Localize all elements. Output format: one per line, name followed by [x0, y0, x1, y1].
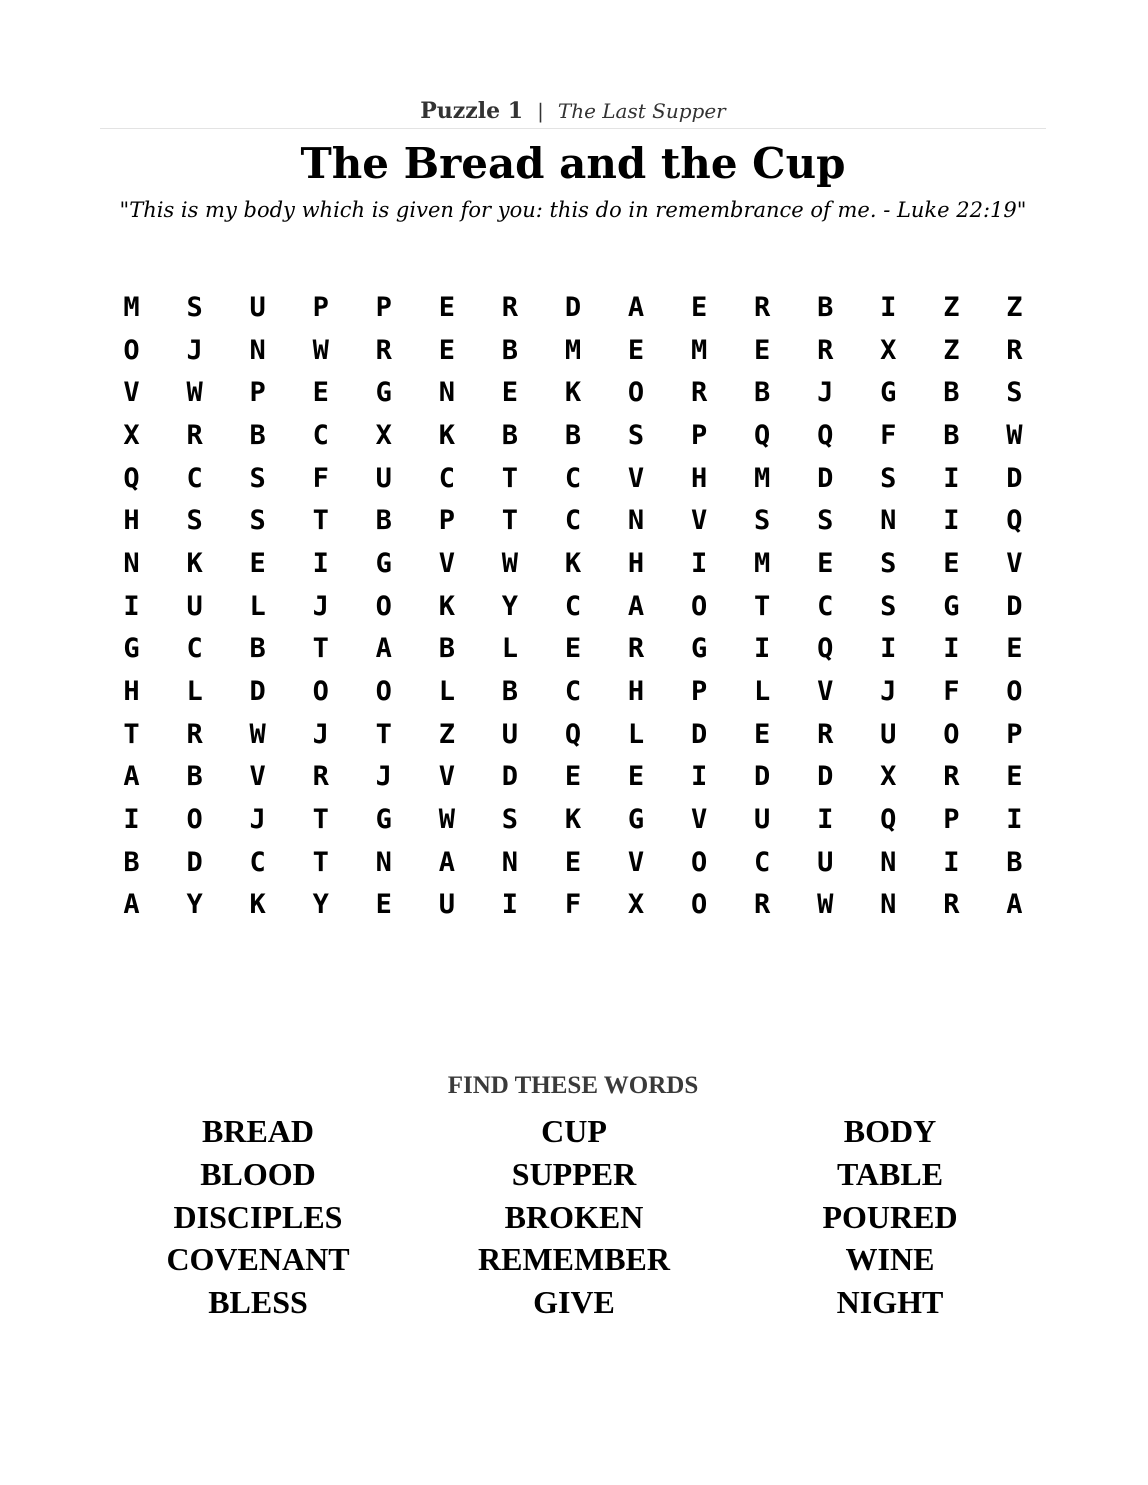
grid-letter: E: [564, 846, 582, 878]
grid-letter: A: [123, 761, 140, 793]
grid-letter: D: [817, 462, 834, 494]
grid-letter: S: [754, 505, 771, 537]
grid-letter: Q: [817, 419, 834, 451]
grid-letter: P: [1006, 718, 1023, 750]
grid-letter: I: [880, 633, 897, 665]
grid-letter: K: [438, 419, 455, 451]
grid-letter: X: [123, 419, 140, 451]
word-list-item: POURED: [822, 1198, 958, 1235]
grid-letter: G: [627, 804, 645, 836]
grid-letter: K: [564, 377, 582, 409]
grid-letter: U: [817, 846, 834, 878]
grid-letter: Z: [1006, 291, 1023, 323]
grid-letter: B: [501, 419, 519, 451]
grid-letter: P: [438, 505, 455, 537]
grid-letter: M: [754, 462, 771, 494]
grid-letter: O: [186, 804, 203, 836]
grid-row: [100, 286, 1046, 329]
puzzle-number: Puzzle 1: [420, 98, 524, 124]
grid-letter: L: [501, 633, 519, 665]
grid-letter: E: [438, 334, 455, 366]
grid-letter: K: [249, 889, 266, 921]
grid-letter: L: [249, 590, 266, 622]
grid-letter: F: [312, 462, 329, 494]
grid-letter: P: [943, 804, 960, 836]
grid-letter: G: [375, 547, 392, 579]
grid-letter: A: [627, 590, 645, 622]
grid-letter: E: [375, 889, 392, 921]
grid-letter: R: [690, 377, 708, 409]
grid-letter: O: [627, 377, 645, 409]
grid-letter: H: [123, 505, 140, 537]
grid-letter: Y: [312, 889, 329, 921]
grid-letter: R: [312, 761, 329, 793]
grid-letter: V: [817, 676, 834, 708]
grid-letter: Y: [186, 889, 203, 921]
grid-letter: F: [880, 419, 897, 451]
grid-letter: L: [186, 676, 203, 708]
page-title: The Bread and the Cup: [300, 139, 846, 188]
grid-letter: V: [627, 462, 645, 494]
grid-letter: U: [438, 889, 455, 921]
puzzle-header: [100, 98, 1046, 124]
grid-letter: I: [690, 761, 708, 793]
grid-letter: G: [880, 377, 897, 409]
grid-letter: J: [186, 334, 203, 366]
grid-letter: R: [375, 334, 392, 366]
grid-letter: U: [754, 804, 771, 836]
grid-letter: D: [249, 676, 266, 708]
grid-letter: I: [943, 846, 960, 878]
grid-row: [100, 628, 1046, 671]
word-list-item: GIVE: [533, 1284, 615, 1321]
grid-letter: I: [501, 889, 519, 921]
grid-letter: Q: [817, 633, 834, 665]
grid-letter: X: [627, 889, 645, 921]
grid-row: [100, 329, 1046, 372]
grid-letter: A: [1006, 889, 1023, 921]
grid-letter: V: [123, 377, 140, 409]
grid-letter: L: [754, 676, 771, 708]
grid-letter: A: [627, 291, 645, 323]
grid-letter: A: [123, 889, 140, 921]
grid-letter: G: [123, 633, 140, 665]
grid-letter: W: [438, 804, 455, 836]
grid-letter: I: [943, 505, 960, 537]
grid-letter: T: [312, 846, 329, 878]
grid-letter: N: [501, 846, 519, 878]
grid-letter: T: [312, 505, 329, 537]
grid-letter: V: [690, 505, 708, 537]
grid-letter: E: [438, 291, 455, 323]
find-words-heading: FIND THESE WORDS: [447, 1072, 699, 1099]
grid-letter: I: [754, 633, 771, 665]
grid-letter: V: [438, 761, 455, 793]
grid-letter: P: [375, 291, 392, 323]
grid-letter: T: [123, 718, 140, 750]
grid-letter: S: [501, 804, 519, 836]
grid-letter: B: [817, 291, 834, 323]
grid-letter: R: [186, 718, 203, 750]
grid-letter: E: [1006, 761, 1023, 793]
grid-letter: O: [943, 718, 960, 750]
grid-letter: E: [754, 334, 771, 366]
grid-letter: R: [1006, 334, 1023, 366]
grid-letter: C: [564, 590, 582, 622]
grid-letter: D: [1006, 590, 1023, 622]
grid-letter: N: [627, 505, 645, 537]
grid-letter: K: [438, 590, 455, 622]
grid-letter: C: [186, 633, 203, 665]
grid-letter: R: [817, 718, 834, 750]
grid-letter: D: [501, 761, 519, 793]
grid-letter: P: [690, 676, 708, 708]
grid-letter: C: [564, 676, 582, 708]
grid-letter: C: [564, 505, 582, 537]
grid-letter: S: [1006, 377, 1023, 409]
grid-letter: T: [375, 718, 392, 750]
grid-letter: U: [501, 718, 519, 750]
grid-letter: B: [186, 761, 203, 793]
grid-row: [100, 713, 1046, 756]
grid-letter: I: [690, 547, 708, 579]
grid-letter: M: [690, 334, 708, 366]
grid-row: [100, 499, 1046, 542]
grid-letter: U: [375, 462, 392, 494]
grid-row: [100, 841, 1046, 884]
grid-letter: K: [564, 547, 582, 579]
word-list-item: REMEMBER: [478, 1241, 670, 1278]
grid-letter: O: [312, 676, 329, 708]
grid-letter: S: [249, 505, 266, 537]
grid-letter: V: [1006, 547, 1023, 579]
grid-letter: Q: [754, 419, 771, 451]
grid-letter: J: [817, 377, 834, 409]
grid-letter: U: [186, 590, 203, 622]
grid-letter: O: [375, 590, 392, 622]
grid-letter: L: [438, 676, 455, 708]
word-list-item: COVENANT: [166, 1241, 350, 1278]
grid-letter: C: [817, 590, 834, 622]
grid-letter: K: [564, 804, 582, 836]
grid-letter: X: [375, 419, 392, 451]
scripture-quote: "This is my body which is given for you: this do in remembrance of me. - Luke 22:19": [119, 198, 1027, 222]
grid-letter: R: [754, 889, 771, 921]
grid-letter: H: [627, 676, 645, 708]
grid-row: [100, 585, 1046, 628]
grid-letter: R: [943, 889, 960, 921]
grid-letter: S: [880, 547, 897, 579]
grid-letter: I: [880, 291, 897, 323]
grid-letter: Z: [943, 291, 960, 323]
grid-letter: B: [564, 419, 582, 451]
letter-grid: [100, 286, 1046, 926]
grid-letter: O: [690, 590, 708, 622]
grid-letter: I: [943, 633, 960, 665]
grid-letter: F: [943, 676, 960, 708]
grid-letter: E: [627, 334, 645, 366]
grid-letter: W: [312, 334, 329, 366]
grid-letter: E: [564, 761, 582, 793]
grid-letter: X: [880, 334, 897, 366]
grid-letter: E: [564, 633, 582, 665]
grid-row: [100, 670, 1046, 713]
grid-letter: S: [627, 419, 645, 451]
grid-letter: C: [312, 419, 329, 451]
grid-letter: C: [754, 846, 771, 878]
grid-letter: A: [375, 633, 392, 665]
grid-letter: U: [880, 718, 897, 750]
grid-letter: D: [817, 761, 834, 793]
grid-letter: B: [501, 334, 519, 366]
grid-letter: B: [375, 505, 392, 537]
grid-letter: G: [943, 590, 960, 622]
grid-letter: X: [880, 761, 897, 793]
grid-letter: E: [1006, 633, 1023, 665]
grid-letter: W: [817, 889, 834, 921]
grid-letter: B: [943, 377, 960, 409]
grid-letter: I: [123, 804, 140, 836]
grid-letter: Q: [880, 804, 897, 836]
grid-letter: E: [754, 718, 771, 750]
grid-letter: C: [564, 462, 582, 494]
grid-letter: Q: [123, 462, 140, 494]
word-list-item: BREAD: [201, 1113, 314, 1149]
word-list-item: TABLE: [836, 1155, 944, 1192]
grid-letter: I: [312, 547, 329, 579]
word-list-item: SUPPER: [511, 1155, 637, 1192]
grid-letter: B: [249, 419, 266, 451]
grid-letter: N: [375, 846, 392, 878]
grid-letter: B: [754, 377, 771, 409]
grid-letter: Q: [1006, 505, 1023, 537]
grid-letter: E: [627, 761, 645, 793]
grid-letter: W: [249, 718, 266, 750]
grid-letter: B: [943, 419, 960, 451]
grid-letter: Y: [501, 590, 519, 622]
word-list-item: BLESS: [208, 1284, 308, 1321]
puzzle-subtitle: The Last Supper: [557, 99, 726, 123]
grid-letter: E: [690, 291, 708, 323]
grid-letter: E: [501, 377, 519, 409]
grid-letter: C: [438, 462, 455, 494]
grid-letter: K: [186, 547, 203, 579]
grid-letter: O: [690, 846, 708, 878]
word-list-item: WINE: [845, 1241, 935, 1278]
grid-letter: D: [690, 718, 708, 750]
word-list: [100, 1110, 1046, 1324]
header-separator: |: [537, 99, 544, 123]
grid-letter: D: [186, 846, 203, 878]
grid-letter: A: [438, 846, 455, 878]
word-list-item: BLOOD: [200, 1155, 316, 1192]
grid-letter: J: [249, 804, 266, 836]
grid-letter: R: [754, 291, 771, 323]
grid-letter: B: [249, 633, 266, 665]
grid-letter: J: [312, 590, 329, 622]
grid-letter: Z: [438, 718, 455, 750]
grid-letter: T: [754, 590, 771, 622]
grid-letter: D: [754, 761, 771, 793]
grid-letter: Z: [943, 334, 960, 366]
grid-letter: P: [312, 291, 329, 323]
grid-letter: O: [123, 334, 140, 366]
grid-row: [100, 884, 1046, 927]
grid-letter: G: [375, 804, 392, 836]
grid-letter: B: [501, 676, 519, 708]
grid-letter: C: [249, 846, 266, 878]
grid-letter: H: [690, 462, 708, 494]
grid-letter: O: [690, 889, 708, 921]
grid-letter: T: [501, 505, 519, 537]
grid-letter: W: [501, 547, 519, 579]
grid-letter: I: [817, 804, 834, 836]
word-list-item: NIGHT: [836, 1284, 944, 1321]
grid-letter: N: [123, 547, 140, 579]
grid-letter: U: [249, 291, 266, 323]
grid-letter: G: [375, 377, 392, 409]
grid-letter: H: [123, 676, 140, 708]
grid-letter: T: [501, 462, 519, 494]
word-list-item: CUP: [541, 1113, 607, 1149]
grid-letter: B: [123, 846, 140, 878]
grid-letter: S: [817, 505, 834, 537]
grid-letter: W: [186, 377, 203, 409]
grid-letter: O: [375, 676, 392, 708]
grid-letter: F: [564, 889, 582, 921]
word-list-item: BROKEN: [504, 1198, 644, 1235]
grid-letter: M: [754, 547, 771, 579]
grid-letter: S: [186, 505, 203, 537]
grid-letter: B: [438, 633, 455, 665]
grid-letter: M: [123, 291, 140, 323]
grid-letter: N: [880, 505, 897, 537]
grid-letter: S: [880, 462, 897, 494]
grid-letter: P: [249, 377, 266, 409]
grid-letter: R: [627, 633, 645, 665]
grid-letter: E: [817, 547, 834, 579]
grid-letter: B: [1006, 846, 1023, 878]
word-list-item: DISCIPLES: [173, 1198, 343, 1235]
grid-letter: V: [690, 804, 708, 836]
grid-letter: Q: [564, 718, 582, 750]
grid-letter: N: [249, 334, 266, 366]
grid-letter: D: [1006, 462, 1023, 494]
grid-letter: C: [186, 462, 203, 494]
grid-letter: M: [564, 334, 582, 366]
grid-letter: I: [943, 462, 960, 494]
grid-letter: N: [880, 846, 897, 878]
grid-letter: P: [690, 419, 708, 451]
grid-letter: L: [627, 718, 645, 750]
grid-letter: W: [1006, 419, 1023, 451]
grid-letter: I: [123, 590, 140, 622]
grid-letter: T: [312, 633, 329, 665]
grid-letter: R: [817, 334, 834, 366]
grid-letter: V: [627, 846, 645, 878]
grid-letter: R: [501, 291, 519, 323]
grid-letter: I: [1006, 804, 1023, 836]
grid-letter: S: [249, 462, 266, 494]
grid-letter: G: [690, 633, 708, 665]
grid-row: [100, 457, 1046, 500]
word-list-item: BODY: [843, 1113, 937, 1149]
grid-letter: N: [438, 377, 455, 409]
grid-row: [100, 798, 1046, 841]
grid-letter: E: [312, 377, 329, 409]
grid-letter: V: [438, 547, 455, 579]
grid-letter: O: [1006, 676, 1023, 708]
grid-letter: J: [880, 676, 897, 708]
grid-letter: N: [880, 889, 897, 921]
grid-letter: J: [375, 761, 392, 793]
grid-letter: H: [627, 547, 645, 579]
grid-letter: R: [943, 761, 960, 793]
grid-letter: S: [880, 590, 897, 622]
grid-letter: E: [943, 547, 960, 579]
grid-letter: S: [186, 291, 203, 323]
grid-letter: T: [312, 804, 329, 836]
grid-row: [100, 756, 1046, 799]
grid-letter: V: [249, 761, 266, 793]
grid-row: [100, 371, 1046, 414]
grid-letter: D: [564, 291, 582, 323]
grid-row: [100, 414, 1046, 457]
grid-letter: J: [312, 718, 329, 750]
grid-letter: R: [186, 419, 203, 451]
grid-row: [100, 542, 1046, 585]
header-divider: [100, 128, 1046, 129]
grid-letter: E: [249, 547, 266, 579]
